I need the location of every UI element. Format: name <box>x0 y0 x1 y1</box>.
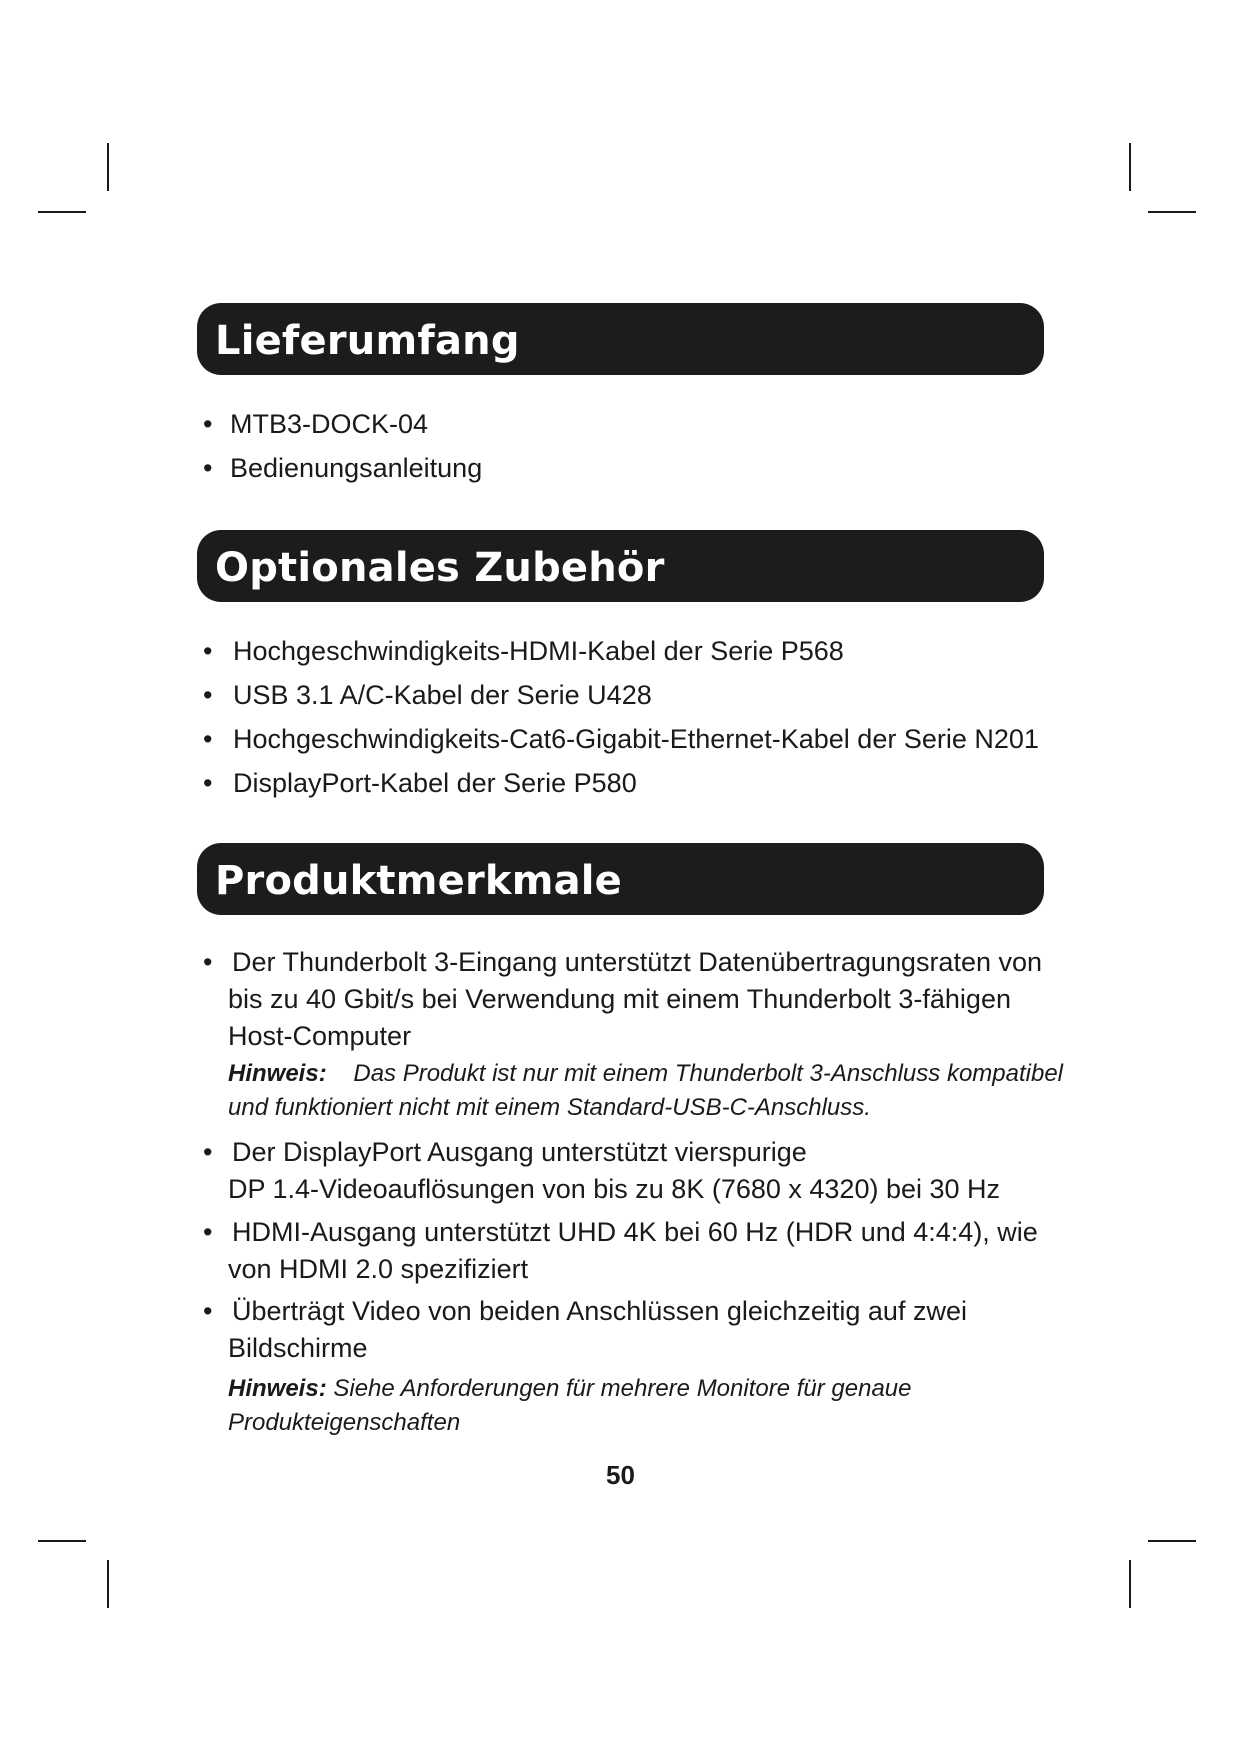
section-header-lieferumfang <box>197 303 1044 375</box>
note-line <box>228 1057 1088 1091</box>
crop-mark-bottom-right-horizontal <box>1148 1540 1196 1542</box>
list-item-text: MTB3-DOCK-04 <box>230 409 429 439</box>
feature-text-line: Host-Computer <box>228 1021 412 1051</box>
section-header-produktmerkmale <box>197 843 1044 915</box>
page-number: 50 <box>606 1460 635 1490</box>
feature-text-line: Der DisplayPort Ausgang unterstützt vierspurige <box>232 1137 807 1167</box>
section-header-optionales-zubehoer <box>197 530 1044 602</box>
bullet-icon: • <box>203 409 213 439</box>
feature-item <box>200 1134 1080 1208</box>
crop-mark-top-right-vertical <box>1129 143 1131 191</box>
feature-text-line: Der Thunderbolt 3-Eingang unterstützt Datenübertragungsraten von <box>232 947 1043 977</box>
bullet-icon: • <box>203 680 213 710</box>
feature-text-line: Bildschirme <box>228 1333 368 1363</box>
package-contents-list <box>200 402 482 490</box>
note-text: Siehe Anforderungen für mehrere Monitore für genaue <box>333 1375 912 1402</box>
crop-mark-bottom-left-vertical <box>107 1560 109 1608</box>
feature-text-line: HDMI-Ausgang unterstützt UHD 4K bei 60 Hz (HDR und 4:4:4), wie <box>232 1217 1038 1247</box>
optional-accessories-list <box>200 629 1039 805</box>
section-title: Produktmerkmale <box>215 858 623 904</box>
note-line: und funktioniert nicht mit einem Standard-USB-C-Anschluss. <box>228 1094 871 1121</box>
list-item-text: Bedienungsanleitung <box>230 453 483 483</box>
feature-item <box>200 1214 1080 1288</box>
feature-text-line: Überträgt Video von beiden Anschlüssen gleichzeitig auf zwei <box>232 1296 967 1326</box>
note-line <box>228 1372 1088 1406</box>
list-item-text: USB 3.1 A/C-Kabel der Serie U428 <box>233 680 652 710</box>
list-item <box>200 629 1039 673</box>
feature-item <box>200 1293 1080 1367</box>
crop-mark-top-left-vertical <box>107 143 109 191</box>
feature-text-line: DP 1.4-Videoauflösungen von bis zu 8K (7680 x 4320) bei 30 Hz <box>228 1174 1001 1204</box>
list-item <box>200 673 1039 717</box>
bullet-icon: • <box>203 1296 213 1326</box>
crop-mark-top-left-horizontal <box>38 211 86 213</box>
section-title: Lieferumfang <box>215 318 520 364</box>
crop-mark-bottom-left-horizontal <box>38 1540 86 1542</box>
list-item <box>200 446 482 490</box>
bullet-icon: • <box>203 947 213 977</box>
feature-text-line: von HDMI 2.0 spezifiziert <box>228 1254 529 1284</box>
list-item <box>200 402 482 446</box>
list-item <box>200 761 1039 805</box>
bullet-icon: • <box>203 1217 213 1247</box>
note-block <box>228 1057 1088 1125</box>
note-text: Das Produkt ist nur mit einem Thunderbolt 3-Anschluss kompatibel <box>353 1060 1064 1087</box>
feature-text-line: bis zu 40 Gbit/s bei Verwendung mit einem Thunderbolt 3-fähigen <box>228 984 1011 1014</box>
section-title: Optionales Zubehör <box>215 545 665 591</box>
note-label: Hinweis: <box>228 1375 327 1402</box>
bullet-icon: • <box>203 453 213 483</box>
crop-mark-top-right-horizontal <box>1148 211 1196 213</box>
bullet-icon: • <box>203 1137 213 1167</box>
list-item-text: Hochgeschwindigkeits-HDMI-Kabel der Serie P568 <box>233 636 844 666</box>
bullet-icon: • <box>203 724 213 754</box>
list-item-text: Hochgeschwindigkeits-Cat6-Gigabit-Ethernet-Kabel der Serie N201 <box>233 724 1039 754</box>
list-item-text: DisplayPort-Kabel der Serie P580 <box>233 768 637 798</box>
bullet-icon: • <box>203 768 213 798</box>
bullet-icon: • <box>203 636 213 666</box>
note-block <box>228 1372 1088 1440</box>
note-line: Produkteigenschaften <box>228 1409 461 1436</box>
note-label: Hinweis: <box>228 1060 327 1087</box>
list-item <box>200 717 1039 761</box>
feature-item <box>200 944 1080 1055</box>
crop-mark-bottom-right-vertical <box>1129 1560 1131 1608</box>
